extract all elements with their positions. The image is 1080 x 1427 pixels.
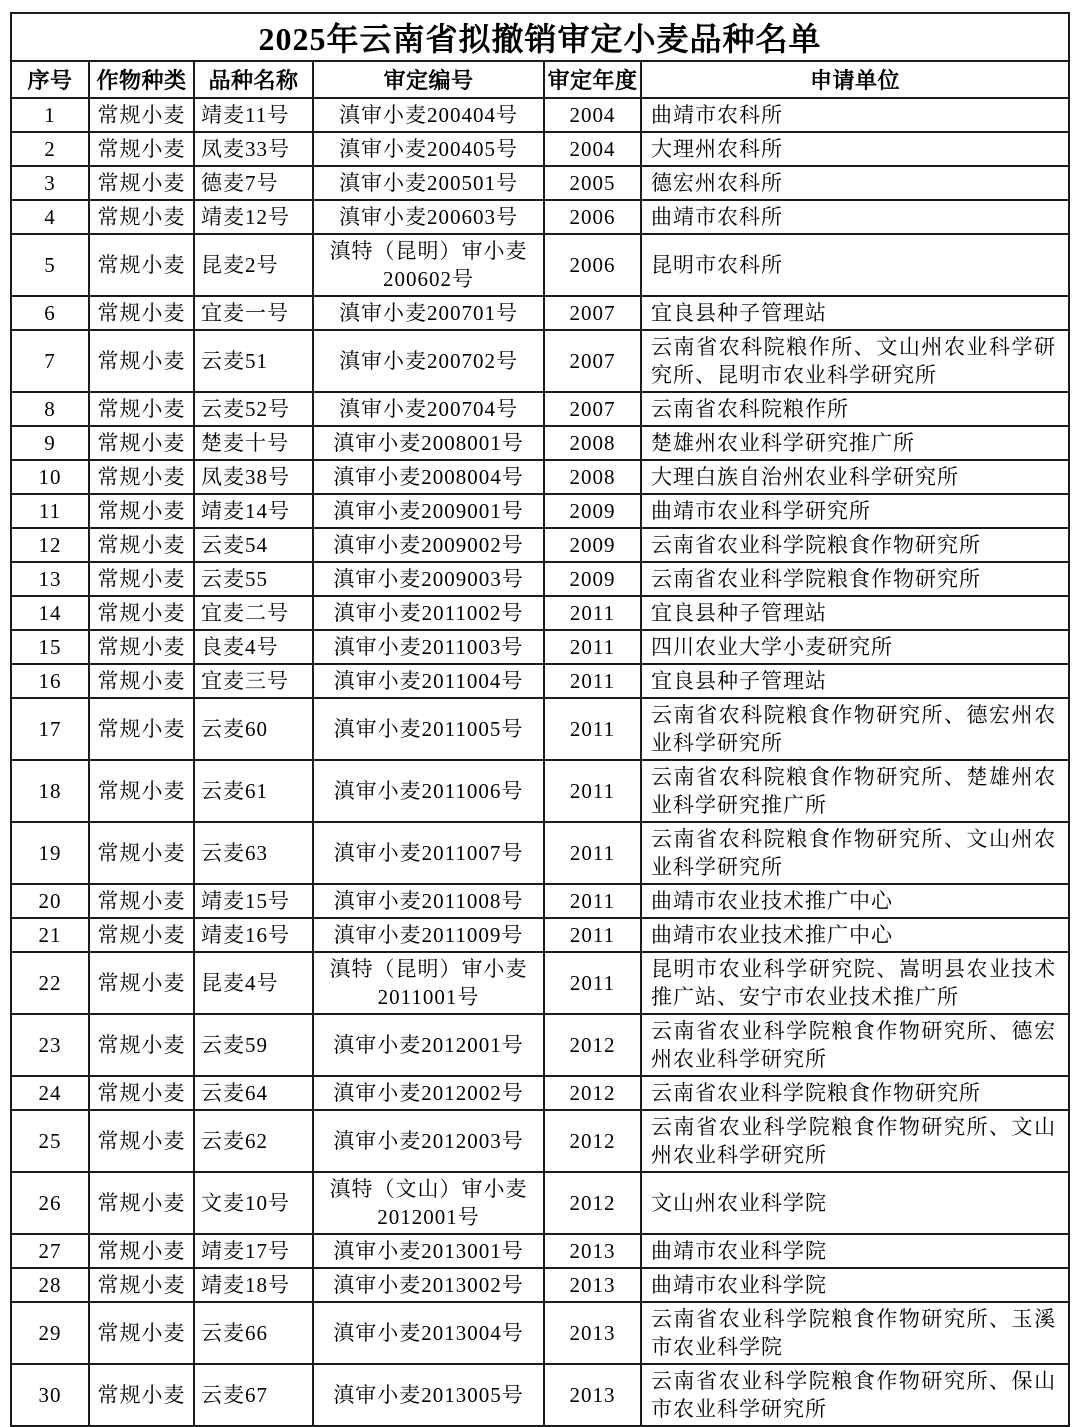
cell-applicant: 云南省农科院粮食作物研究所、楚雄州农业科学研究推广所	[641, 760, 1069, 822]
cell-variety-name: 云麦51	[194, 330, 313, 392]
cell-applicant: 文山州农业科学院	[641, 1172, 1069, 1234]
cell-approval-number: 滇审小麦2009003号	[313, 562, 544, 596]
cell-crop-type: 常规小麦	[89, 1014, 194, 1076]
cell-approval-number: 滇审小麦2009002号	[313, 528, 544, 562]
cell-seq: 6	[11, 296, 89, 330]
cell-approval-number: 滇审小麦2011007号	[313, 822, 544, 884]
cell-variety-name: 云麦63	[194, 822, 313, 884]
cell-approval-year: 2013	[544, 1234, 641, 1268]
cell-applicant: 曲靖市农业科学院	[641, 1234, 1069, 1268]
cell-seq: 15	[11, 630, 89, 664]
cell-approval-number: 滇审小麦2011006号	[313, 760, 544, 822]
cell-variety-name: 云麦59	[194, 1014, 313, 1076]
table-row	[11, 494, 1069, 528]
cell-seq: 21	[11, 918, 89, 952]
cell-applicant: 楚雄州农业科学研究推广所	[641, 426, 1069, 460]
cell-approval-year: 2006	[544, 234, 641, 296]
cell-approval-number: 滇特（昆明）审小麦200602号	[313, 234, 544, 296]
table-row	[11, 596, 1069, 630]
page-title: 2025年云南省拟撤销审定小麦品种名单	[11, 13, 1069, 61]
cell-crop-type: 常规小麦	[89, 822, 194, 884]
table-row	[11, 200, 1069, 234]
cell-approval-number: 滇审小麦2012002号	[313, 1076, 544, 1110]
table-row	[11, 664, 1069, 698]
cell-approval-number: 滇审小麦200704号	[313, 392, 544, 426]
table-body	[11, 98, 1069, 1426]
cell-applicant: 云南省农科院粮作所、文山州农业科学研究所、昆明市农业科学研究所	[641, 330, 1069, 392]
cell-variety-name: 靖麦15号	[194, 884, 313, 918]
cell-approval-number: 滇审小麦2011008号	[313, 884, 544, 918]
cell-crop-type: 常规小麦	[89, 528, 194, 562]
cell-approval-number: 滇审小麦2013002号	[313, 1268, 544, 1302]
cell-approval-year: 2009	[544, 494, 641, 528]
cell-approval-year: 2008	[544, 426, 641, 460]
cell-applicant: 云南省农业科学院粮食作物研究所	[641, 528, 1069, 562]
cell-crop-type: 常规小麦	[89, 460, 194, 494]
cell-crop-type: 常规小麦	[89, 330, 194, 392]
cell-seq: 13	[11, 562, 89, 596]
cell-crop-type: 常规小麦	[89, 234, 194, 296]
cell-seq: 27	[11, 1234, 89, 1268]
cell-seq: 5	[11, 234, 89, 296]
cell-crop-type: 常规小麦	[89, 1172, 194, 1234]
cell-approval-year: 2012	[544, 1014, 641, 1076]
title-row	[11, 13, 1069, 61]
table-row	[11, 426, 1069, 460]
table-row	[11, 884, 1069, 918]
cell-seq: 26	[11, 1172, 89, 1234]
cell-applicant: 云南省农业科学院粮食作物研究所	[641, 562, 1069, 596]
cell-approval-number: 滇审小麦2008004号	[313, 460, 544, 494]
table-row	[11, 698, 1069, 760]
cell-variety-name: 宜麦二号	[194, 596, 313, 630]
cell-approval-year: 2013	[544, 1364, 641, 1426]
cell-approval-year: 2007	[544, 392, 641, 426]
cell-variety-name: 靖麦11号	[194, 98, 313, 132]
cell-applicant: 大理州农科所	[641, 132, 1069, 166]
cell-crop-type: 常规小麦	[89, 884, 194, 918]
cell-applicant: 大理白族自治州农业科学研究所	[641, 460, 1069, 494]
cell-seq: 28	[11, 1268, 89, 1302]
wheat-variety-table	[10, 12, 1070, 1427]
cell-variety-name: 靖麦16号	[194, 918, 313, 952]
cell-seq: 3	[11, 166, 89, 200]
cell-applicant: 昆明市农业科学研究院、嵩明县农业技术推广站、安宁市农业技术推广所	[641, 952, 1069, 1014]
cell-seq: 30	[11, 1364, 89, 1426]
cell-approval-year: 2011	[544, 760, 641, 822]
cell-variety-name: 云麦55	[194, 562, 313, 596]
cell-variety-name: 凤麦38号	[194, 460, 313, 494]
cell-variety-name: 云麦66	[194, 1302, 313, 1364]
cell-crop-type: 常规小麦	[89, 630, 194, 664]
cell-seq: 11	[11, 494, 89, 528]
table-header-row	[11, 61, 1069, 98]
cell-approval-year: 2009	[544, 528, 641, 562]
cell-approval-number: 滇审小麦2013001号	[313, 1234, 544, 1268]
cell-crop-type: 常规小麦	[89, 918, 194, 952]
cell-approval-number: 滇审小麦2011003号	[313, 630, 544, 664]
cell-approval-year: 2007	[544, 330, 641, 392]
cell-seq: 16	[11, 664, 89, 698]
cell-crop-type: 常规小麦	[89, 1110, 194, 1172]
cell-variety-name: 宜麦三号	[194, 664, 313, 698]
table-row	[11, 98, 1069, 132]
cell-crop-type: 常规小麦	[89, 1364, 194, 1426]
table-row	[11, 630, 1069, 664]
cell-seq: 9	[11, 426, 89, 460]
cell-approval-number: 滇审小麦2011002号	[313, 596, 544, 630]
cell-seq: 1	[11, 98, 89, 132]
cell-variety-name: 云麦54	[194, 528, 313, 562]
cell-applicant: 曲靖市农科所	[641, 200, 1069, 234]
cell-approval-year: 2009	[544, 562, 641, 596]
cell-applicant: 云南省农业科学院粮食作物研究所、玉溪市农业科学院	[641, 1302, 1069, 1364]
cell-applicant: 曲靖市农业科学院	[641, 1268, 1069, 1302]
cell-crop-type: 常规小麦	[89, 1268, 194, 1302]
cell-variety-name: 靖麦12号	[194, 200, 313, 234]
cell-crop-type: 常规小麦	[89, 698, 194, 760]
cell-approval-number: 滇审小麦200404号	[313, 98, 544, 132]
table-row	[11, 562, 1069, 596]
table-row	[11, 1364, 1069, 1426]
table-row	[11, 918, 1069, 952]
cell-variety-name: 靖麦18号	[194, 1268, 313, 1302]
table-row	[11, 234, 1069, 296]
cell-applicant: 云南省农业科学院粮食作物研究所、保山市农业科学研究所	[641, 1364, 1069, 1426]
cell-approval-number: 滇审小麦2009001号	[313, 494, 544, 528]
cell-seq: 2	[11, 132, 89, 166]
cell-seq: 18	[11, 760, 89, 822]
cell-applicant: 云南省农科院粮食作物研究所、德宏州农业科学研究所	[641, 698, 1069, 760]
cell-applicant: 宜良县种子管理站	[641, 596, 1069, 630]
cell-crop-type: 常规小麦	[89, 664, 194, 698]
cell-variety-name: 云麦61	[194, 760, 313, 822]
table-row	[11, 528, 1069, 562]
cell-applicant: 曲靖市农业科学研究所	[641, 494, 1069, 528]
cell-seq: 24	[11, 1076, 89, 1110]
header-col-approval-number: 审定编号	[313, 61, 544, 98]
cell-approval-year: 2011	[544, 884, 641, 918]
cell-variety-name: 昆麦2号	[194, 234, 313, 296]
cell-seq: 19	[11, 822, 89, 884]
cell-approval-year: 2008	[544, 460, 641, 494]
cell-variety-name: 云麦60	[194, 698, 313, 760]
cell-crop-type: 常规小麦	[89, 132, 194, 166]
cell-seq: 7	[11, 330, 89, 392]
cell-approval-year: 2011	[544, 664, 641, 698]
cell-crop-type: 常规小麦	[89, 760, 194, 822]
cell-applicant: 云南省农业科学院粮食作物研究所、德宏州农业科学研究所	[641, 1014, 1069, 1076]
cell-variety-name: 良麦4号	[194, 630, 313, 664]
table-row	[11, 822, 1069, 884]
cell-approval-year: 2006	[544, 200, 641, 234]
cell-approval-year: 2012	[544, 1076, 641, 1110]
cell-crop-type: 常规小麦	[89, 166, 194, 200]
cell-variety-name: 凤麦33号	[194, 132, 313, 166]
cell-applicant: 云南省农科院粮作所	[641, 392, 1069, 426]
cell-approval-number: 滇审小麦2012003号	[313, 1110, 544, 1172]
cell-applicant: 云南省农业科学院粮食作物研究所、文山州农业科学研究所	[641, 1110, 1069, 1172]
cell-crop-type: 常规小麦	[89, 1302, 194, 1364]
header-col-variety-name: 品种名称	[194, 61, 313, 98]
cell-approval-year: 2004	[544, 132, 641, 166]
cell-approval-year: 2011	[544, 698, 641, 760]
table-row	[11, 1268, 1069, 1302]
table-row	[11, 460, 1069, 494]
cell-approval-year: 2013	[544, 1268, 641, 1302]
cell-variety-name: 云麦52号	[194, 392, 313, 426]
cell-variety-name: 宜麦一号	[194, 296, 313, 330]
cell-variety-name: 云麦67	[194, 1364, 313, 1426]
cell-approval-number: 滇审小麦2012001号	[313, 1014, 544, 1076]
cell-applicant: 云南省农科院粮食作物研究所、文山州农业科学研究所	[641, 822, 1069, 884]
cell-approval-year: 2011	[544, 630, 641, 664]
cell-approval-number: 滇审小麦2008001号	[313, 426, 544, 460]
cell-approval-number: 滇特（文山）审小麦2012001号	[313, 1172, 544, 1234]
table-row	[11, 1110, 1069, 1172]
cell-approval-year: 2011	[544, 596, 641, 630]
table-row	[11, 132, 1069, 166]
cell-seq: 10	[11, 460, 89, 494]
table-row	[11, 1234, 1069, 1268]
cell-crop-type: 常规小麦	[89, 392, 194, 426]
cell-crop-type: 常规小麦	[89, 426, 194, 460]
cell-approval-number: 滇审小麦2011005号	[313, 698, 544, 760]
cell-approval-number: 滇审小麦200405号	[313, 132, 544, 166]
cell-variety-name: 文麦10号	[194, 1172, 313, 1234]
cell-approval-year: 2011	[544, 952, 641, 1014]
cell-crop-type: 常规小麦	[89, 1234, 194, 1268]
cell-approval-number: 滇审小麦200603号	[313, 200, 544, 234]
cell-approval-number: 滇审小麦2011004号	[313, 664, 544, 698]
header-col-crop-type: 作物种类	[89, 61, 194, 98]
cell-applicant: 昆明市农科所	[641, 234, 1069, 296]
cell-applicant: 曲靖市农业技术推广中心	[641, 884, 1069, 918]
cell-approval-year: 2005	[544, 166, 641, 200]
cell-approval-year: 2012	[544, 1172, 641, 1234]
cell-approval-number: 滇审小麦200501号	[313, 166, 544, 200]
cell-seq: 4	[11, 200, 89, 234]
header-col-applicant: 申请单位	[641, 61, 1069, 98]
cell-variety-name: 云麦62	[194, 1110, 313, 1172]
cell-approval-year: 2011	[544, 822, 641, 884]
cell-applicant: 宜良县种子管理站	[641, 664, 1069, 698]
cell-approval-number: 滇审小麦200701号	[313, 296, 544, 330]
cell-crop-type: 常规小麦	[89, 596, 194, 630]
cell-crop-type: 常规小麦	[89, 562, 194, 596]
table-row	[11, 392, 1069, 426]
table-row	[11, 952, 1069, 1014]
cell-applicant: 云南省农业科学院粮食作物研究所	[641, 1076, 1069, 1110]
header-col-seq: 序号	[11, 61, 89, 98]
cell-variety-name: 楚麦十号	[194, 426, 313, 460]
table-row	[11, 1076, 1069, 1110]
cell-approval-number: 滇审小麦200702号	[313, 330, 544, 392]
cell-approval-number: 滇审小麦2011009号	[313, 918, 544, 952]
cell-seq: 12	[11, 528, 89, 562]
table-row	[11, 1014, 1069, 1076]
cell-variety-name: 昆麦4号	[194, 952, 313, 1014]
cell-approval-number: 滇审小麦2013005号	[313, 1364, 544, 1426]
cell-variety-name: 德麦7号	[194, 166, 313, 200]
cell-applicant: 德宏州农科所	[641, 166, 1069, 200]
cell-approval-year: 2004	[544, 98, 641, 132]
cell-approval-year: 2012	[544, 1110, 641, 1172]
table-row	[11, 1302, 1069, 1364]
cell-approval-year: 2007	[544, 296, 641, 330]
table-row	[11, 1172, 1069, 1234]
cell-seq: 29	[11, 1302, 89, 1364]
cell-approval-number: 滇审小麦2013004号	[313, 1302, 544, 1364]
cell-crop-type: 常规小麦	[89, 1076, 194, 1110]
cell-approval-number: 滇特（昆明）审小麦2011001号	[313, 952, 544, 1014]
cell-variety-name: 云麦64	[194, 1076, 313, 1110]
cell-crop-type: 常规小麦	[89, 200, 194, 234]
cell-seq: 14	[11, 596, 89, 630]
cell-seq: 22	[11, 952, 89, 1014]
cell-variety-name: 靖麦14号	[194, 494, 313, 528]
cell-applicant: 曲靖市农业技术推广中心	[641, 918, 1069, 952]
cell-seq: 8	[11, 392, 89, 426]
cell-approval-year: 2011	[544, 918, 641, 952]
cell-seq: 23	[11, 1014, 89, 1076]
cell-crop-type: 常规小麦	[89, 952, 194, 1014]
cell-crop-type: 常规小麦	[89, 98, 194, 132]
cell-variety-name: 靖麦17号	[194, 1234, 313, 1268]
table-row	[11, 330, 1069, 392]
table-row	[11, 760, 1069, 822]
header-col-approval-year: 审定年度	[544, 61, 641, 98]
cell-seq: 20	[11, 884, 89, 918]
cell-crop-type: 常规小麦	[89, 296, 194, 330]
cell-seq: 25	[11, 1110, 89, 1172]
cell-seq: 17	[11, 698, 89, 760]
table-row	[11, 166, 1069, 200]
cell-applicant: 宜良县种子管理站	[641, 296, 1069, 330]
cell-crop-type: 常规小麦	[89, 494, 194, 528]
cell-approval-year: 2013	[544, 1302, 641, 1364]
table-row	[11, 296, 1069, 330]
cell-applicant: 四川农业大学小麦研究所	[641, 630, 1069, 664]
cell-applicant: 曲靖市农科所	[641, 98, 1069, 132]
